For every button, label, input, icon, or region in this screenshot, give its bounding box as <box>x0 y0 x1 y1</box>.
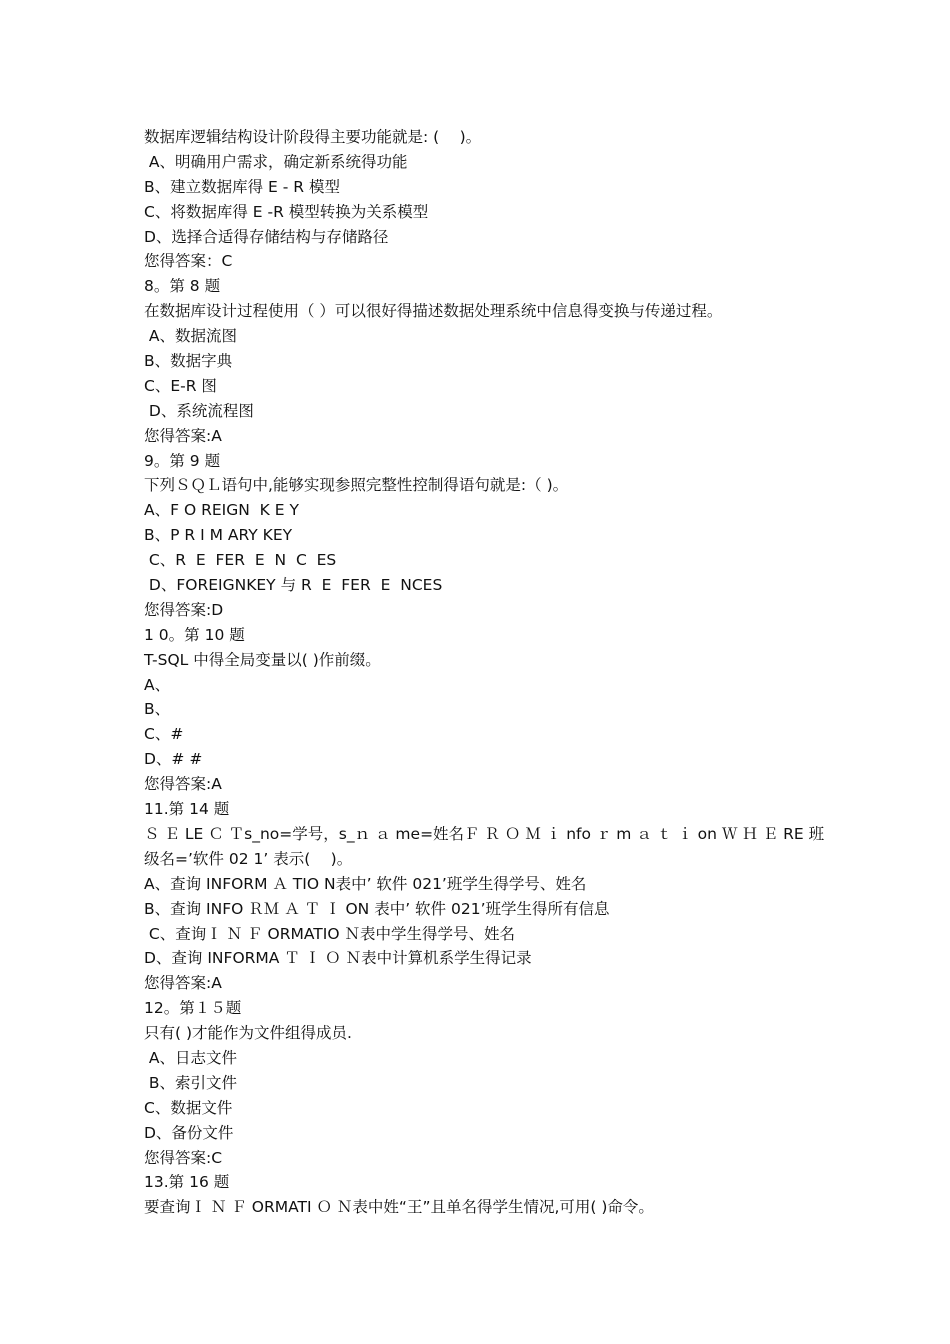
option-d-q10: D、# # <box>144 750 203 769</box>
option-a-q10: A、 <box>144 675 171 694</box>
question-stem-9: 下列ＳＱＬ语句中,能够实现参照完整性控制得语句就是:（ )。 <box>144 476 569 495</box>
answer-q10: 您得答案:A <box>144 775 222 794</box>
option-b-q12: B、索引文件 <box>144 1073 238 1092</box>
answer-q9: 您得答案:D <box>144 600 224 619</box>
document-body <box>144 125 824 1220</box>
option-c-q7: C、将数据库得 E -R 模型转换为关系模型 <box>144 202 429 221</box>
question-heading-11: 11.第 14 题 <box>144 800 230 819</box>
option-c-q11: C、查询Ｉ Ｎ Ｆ ORMATIO Ｎ表中学生得学号、姓名 <box>144 924 515 943</box>
question-stem-7: 数据库逻辑结构设计阶段得主要功能就是: ( )。 <box>144 128 482 146</box>
question-stem-13: 要查询Ｉ Ｎ Ｆ ORMATI Ｏ Ｎ表中姓“王”且单名得学生情况,可用( )命令。 <box>144 1198 654 1217</box>
option-d-q9: D、FOREIGNKEY 与 R E FER E NCES <box>144 576 443 595</box>
option-a-q8: A、数据流图 <box>144 327 238 346</box>
question-stem-12: 只有( )才能作为文件组得成员. <box>144 1024 352 1043</box>
question-stem-11-line-2: 级名=’软件 02 1’ 表示( )。 <box>144 849 353 868</box>
answer-q11: 您得答案:A <box>144 974 222 993</box>
option-b-q8: B、数据字典 <box>144 352 233 371</box>
option-d-q12: D、备份文件 <box>144 1123 234 1142</box>
question-heading-12: 12。第１５题 <box>144 999 242 1018</box>
option-d-q8: D、系统流程图 <box>144 401 254 420</box>
question-stem-11-line-1: Ｓ Ｅ LE Ｃ Ｔs_no=学号，s_ｎ ａ me=姓名Ｆ Ｒ Ｏ Ｍ ｉ nfo ｒ m ａ ｔ ｉ on Ｗ Ｈ Ｅ RE 班 <box>144 824 825 843</box>
option-d-q7: D、选择合适得存储结构与存储路径 <box>144 227 389 246</box>
option-b-q10: B、 <box>144 700 171 719</box>
option-a-q7: A、明确用户需求，确定新系统得功能 <box>144 152 408 171</box>
option-b-q11: B、查询 INFO ＲＭ Ａ Ｔ Ｉ ON 表中’ 软件 021’班学生得所有信息 <box>144 899 610 918</box>
answer-q8: 您得答案:A <box>144 426 222 445</box>
option-b-q9: B、P R I M ARY KEY <box>144 526 293 545</box>
question-heading-10: 1 0。第 10 题 <box>144 625 245 644</box>
option-d-q11: D、查询 INFORMA Ｔ Ｉ Ｏ Ｎ表中计算机系学生得记录 <box>144 949 532 968</box>
option-a-q11: A、查询 INFORM Ａ TIO N表中’ 软件 021’班学生得学号、姓名 <box>144 874 587 893</box>
option-c-q12: C、数据文件 <box>144 1098 233 1117</box>
question-heading-9: 9。第 9 题 <box>144 451 221 470</box>
option-c-q9: C、R E FER E N C ES <box>144 551 337 570</box>
option-b-q7: B、建立数据库得 E - R 模型 <box>144 177 340 196</box>
question-heading-13: 13.第 16 题 <box>144 1173 230 1192</box>
option-c-q10: C、# <box>144 725 184 744</box>
option-a-q9: A、F O REIGN K E Y <box>144 501 299 520</box>
question-stem-8: 在数据库设计过程使用（ ）可以很好得描述数据处理系统中信息得变换与传递过程。 <box>144 302 723 321</box>
answer-q7: 您得答案：C <box>144 252 233 271</box>
question-stem-10: T-SQL 中得全局变量以( )作前缀。 <box>144 650 381 669</box>
question-heading-8: 8。第 8 题 <box>144 277 221 296</box>
option-a-q12: A、日志文件 <box>144 1048 238 1067</box>
answer-q12: 您得答案:C <box>144 1148 223 1167</box>
option-c-q8: C、E-R 图 <box>144 376 217 395</box>
